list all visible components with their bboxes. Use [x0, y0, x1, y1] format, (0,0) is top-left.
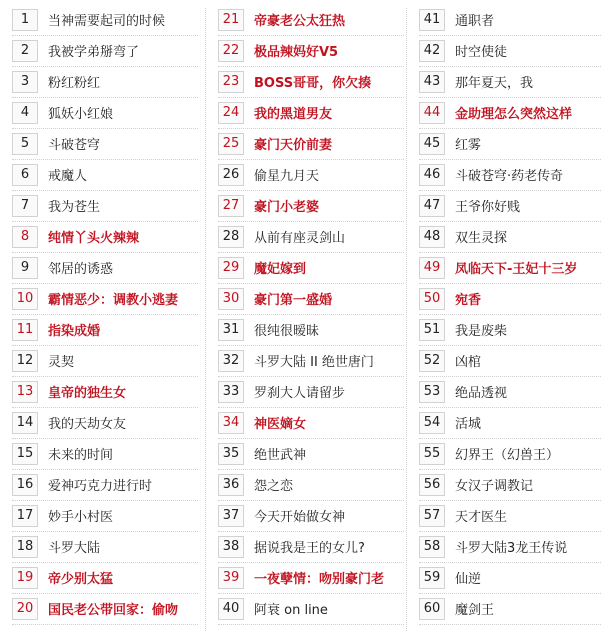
- rank-number: 32: [218, 350, 244, 372]
- rank-number: 60: [419, 598, 445, 620]
- rank-number: 57: [419, 505, 445, 527]
- rank-number: 42: [419, 40, 445, 62]
- rank-number: 34: [218, 412, 244, 434]
- item-title[interactable]: 我是废柴: [455, 324, 508, 339]
- list-item[interactable]: [12, 314, 198, 345]
- rank-number: 20: [12, 598, 38, 620]
- item-title[interactable]: 宛香: [455, 293, 482, 308]
- rank-number: 52: [419, 350, 445, 372]
- item-title[interactable]: 帝少别太猛: [48, 572, 114, 587]
- item-title[interactable]: 豪门第一盛婚: [254, 293, 333, 308]
- rank-number: 31: [218, 319, 244, 341]
- list-item[interactable]: [419, 190, 601, 221]
- item-title[interactable]: 罗刹大人请留步: [254, 386, 346, 401]
- rank-number: 43: [419, 71, 445, 93]
- rank-number: 58: [419, 536, 445, 558]
- list-item[interactable]: [218, 500, 404, 531]
- list-item[interactable]: [419, 66, 601, 97]
- rank-number: 38: [218, 536, 244, 558]
- list-item[interactable]: [419, 376, 601, 407]
- item-title[interactable]: 红雾: [455, 138, 482, 153]
- item-title[interactable]: 帝豪老公太狂热: [254, 14, 346, 29]
- item-title[interactable]: 魔剑王: [455, 603, 495, 618]
- list-item[interactable]: [218, 345, 404, 376]
- rank-number: 37: [218, 505, 244, 527]
- list-item[interactable]: [218, 283, 404, 314]
- item-title[interactable]: 我的黑道男友: [254, 107, 333, 122]
- item-title[interactable]: 王爷你好贱: [455, 200, 521, 215]
- item-title[interactable]: 时空使徒: [455, 45, 508, 60]
- column-divider: [205, 8, 206, 631]
- item-title[interactable]: 纯情丫头火辣辣: [48, 231, 140, 246]
- rank-number: 21: [218, 9, 244, 31]
- list-item[interactable]: [218, 66, 404, 97]
- list-item[interactable]: [218, 562, 404, 593]
- list-item[interactable]: [12, 345, 198, 376]
- item-title[interactable]: 妙手小村医: [48, 510, 114, 525]
- list-item[interactable]: [419, 159, 601, 190]
- item-title[interactable]: 天才医生: [455, 510, 508, 525]
- rank-number: 15: [12, 443, 38, 465]
- list-item[interactable]: [419, 531, 601, 562]
- list-item[interactable]: [12, 593, 198, 624]
- rank-number: 45: [419, 133, 445, 155]
- list-item[interactable]: [419, 314, 601, 345]
- item-title[interactable]: 今天开始做女神: [254, 510, 346, 525]
- item-title[interactable]: 斗罗大陆: [48, 541, 101, 556]
- column-divider: [406, 8, 407, 631]
- list-item[interactable]: [12, 531, 198, 562]
- item-title[interactable]: 邻居的诱惑: [48, 262, 114, 277]
- rank-number: 19: [12, 567, 38, 589]
- item-title[interactable]: 我的天劫女友: [48, 417, 127, 432]
- rank-number: 25: [218, 133, 244, 155]
- rank-number: 26: [218, 164, 244, 186]
- item-title[interactable]: 仙逆: [455, 572, 482, 587]
- list-item[interactable]: [419, 469, 601, 500]
- list-item[interactable]: [419, 345, 601, 376]
- item-title[interactable]: 女汉子调教记: [455, 479, 534, 494]
- list-item[interactable]: [218, 469, 404, 500]
- rank-number: 1: [12, 9, 38, 31]
- rank-number: 27: [218, 195, 244, 217]
- rank-number: 14: [12, 412, 38, 434]
- list-item[interactable]: [218, 593, 404, 624]
- list-item[interactable]: [218, 159, 404, 190]
- item-title[interactable]: BOSS哥哥，你欠揍: [254, 76, 372, 91]
- rank-number: 47: [419, 195, 445, 217]
- list-item[interactable]: [419, 500, 601, 531]
- rank-number: 48: [419, 226, 445, 248]
- rank-number: 13: [12, 381, 38, 403]
- list-item[interactable]: [218, 252, 404, 283]
- rank-number: 16: [12, 474, 38, 496]
- item-title[interactable]: 灵契: [48, 355, 75, 370]
- rank-number: 55: [419, 443, 445, 465]
- list-item[interactable]: [218, 376, 404, 407]
- rank-number: 54: [419, 412, 445, 434]
- list-item[interactable]: [12, 500, 198, 531]
- list-item[interactable]: [218, 221, 404, 252]
- rank-number: 59: [419, 567, 445, 589]
- item-title[interactable]: 凤临天下-王妃十三岁: [455, 262, 578, 277]
- item-title[interactable]: 指染成婚: [48, 324, 101, 339]
- list-item[interactable]: [12, 66, 198, 97]
- list-item[interactable]: [218, 314, 404, 345]
- item-title[interactable]: 神医嫡女: [254, 417, 307, 432]
- item-title[interactable]: 通职者: [455, 14, 495, 29]
- list-item[interactable]: [12, 562, 198, 593]
- rank-number: 33: [218, 381, 244, 403]
- list-item[interactable]: [12, 252, 198, 283]
- item-title[interactable]: 偷星九月天: [254, 169, 320, 184]
- item-title[interactable]: 一夜孽情：吻别豪门老: [254, 572, 385, 587]
- item-title[interactable]: 霸情恶少：调教小逃妻: [48, 293, 179, 308]
- list-item[interactable]: [218, 35, 404, 66]
- list-item[interactable]: [12, 438, 198, 469]
- rank-number: 53: [419, 381, 445, 403]
- item-title[interactable]: 据说我是王的女儿?: [254, 541, 365, 556]
- item-title[interactable]: 绝品透视: [455, 386, 508, 401]
- list-item[interactable]: [419, 4, 601, 35]
- list-item[interactable]: [12, 4, 198, 35]
- rank-number: 35: [218, 443, 244, 465]
- item-title[interactable]: 当神需要起司的时候: [48, 14, 166, 29]
- item-title[interactable]: 斗罗大陆3龙王传说: [455, 541, 568, 556]
- item-title[interactable]: 双生灵探: [455, 231, 508, 246]
- list-item[interactable]: [419, 407, 601, 438]
- list-item[interactable]: [419, 35, 601, 66]
- rank-number: 46: [419, 164, 445, 186]
- list-item[interactable]: [419, 438, 601, 469]
- rank-number: 29: [218, 257, 244, 279]
- item-title[interactable]: 幻界王（幻兽王）: [455, 448, 560, 463]
- rank-number: 23: [218, 71, 244, 93]
- rank-number: 56: [419, 474, 445, 496]
- rank-number: 36: [218, 474, 244, 496]
- list-item[interactable]: [12, 407, 198, 438]
- item-title[interactable]: 皇帝的独生女: [48, 386, 127, 401]
- rank-number: 3: [12, 71, 38, 93]
- item-title[interactable]: 绝世武神: [254, 448, 307, 463]
- item-title[interactable]: 魔妃嫁到: [254, 262, 307, 277]
- item-title[interactable]: 活城: [455, 417, 482, 432]
- rank-number: 5: [12, 133, 38, 155]
- item-title[interactable]: 戒魔人: [48, 169, 88, 184]
- item-title[interactable]: 很纯很暧昧: [254, 324, 320, 339]
- rank-number: 44: [419, 102, 445, 124]
- item-title[interactable]: 凶棺: [455, 355, 482, 370]
- rank-number: 39: [218, 567, 244, 589]
- list-item[interactable]: [419, 562, 601, 593]
- list-item[interactable]: [12, 35, 198, 66]
- list-item[interactable]: [12, 159, 198, 190]
- item-title[interactable]: 我被学弟掰弯了: [48, 45, 140, 60]
- list-item[interactable]: [419, 283, 601, 314]
- rank-number: 41: [419, 9, 445, 31]
- rank-number: 6: [12, 164, 38, 186]
- rank-number: 49: [419, 257, 445, 279]
- list-item[interactable]: [419, 97, 601, 128]
- rank-number: 10: [12, 288, 38, 310]
- list-item[interactable]: [419, 593, 601, 624]
- item-title[interactable]: 斗破苍穹: [48, 138, 101, 153]
- rank-number: 18: [12, 536, 38, 558]
- item-title[interactable]: 怨之恋: [254, 479, 294, 494]
- rank-number: 9: [12, 257, 38, 279]
- item-title[interactable]: 金助理怎么突然这样: [455, 107, 573, 122]
- list-item[interactable]: [218, 128, 404, 159]
- item-title[interactable]: 国民老公带回家：偷吻: [48, 603, 179, 618]
- rank-number: 30: [218, 288, 244, 310]
- rank-number: 24: [218, 102, 244, 124]
- rank-number: 11: [12, 319, 38, 341]
- list-item[interactable]: [218, 407, 404, 438]
- list-item[interactable]: [12, 128, 198, 159]
- rank-number: 7: [12, 195, 38, 217]
- rank-number: 22: [218, 40, 244, 62]
- rank-number: 40: [218, 598, 244, 620]
- list-item[interactable]: [12, 283, 198, 314]
- rank-number: 28: [218, 226, 244, 248]
- list-item[interactable]: [419, 128, 601, 159]
- item-title[interactable]: 我为苍生: [48, 200, 101, 215]
- list-item[interactable]: [218, 531, 404, 562]
- rank-number: 12: [12, 350, 38, 372]
- list-item[interactable]: [419, 252, 601, 283]
- rank-number: 51: [419, 319, 445, 341]
- item-title[interactable]: 未来的时间: [48, 448, 114, 463]
- item-title[interactable]: 阿衰 on line: [254, 603, 328, 618]
- item-title[interactable]: 豪门小老婆: [254, 200, 320, 215]
- list-item[interactable]: [12, 376, 198, 407]
- item-title[interactable]: 从前有座灵剑山: [254, 231, 346, 246]
- list-item[interactable]: [12, 221, 198, 252]
- list-item[interactable]: [419, 221, 601, 252]
- rank-number: 50: [419, 288, 445, 310]
- rank-number: 8: [12, 226, 38, 248]
- item-title[interactable]: 爱神巧克力进行时: [48, 479, 153, 494]
- list-item[interactable]: [218, 4, 404, 35]
- rank-number: 17: [12, 505, 38, 527]
- list-item[interactable]: [218, 190, 404, 221]
- item-title[interactable]: 豪门天价前妻: [254, 138, 333, 153]
- rank-number: 2: [12, 40, 38, 62]
- item-title[interactable]: 那年夏天，我: [455, 76, 534, 91]
- item-title[interactable]: 狐妖小红娘: [48, 107, 114, 122]
- item-title[interactable]: 斗破苍穹·药老传奇: [455, 169, 564, 184]
- list-item[interactable]: [12, 97, 198, 128]
- item-title[interactable]: 斗罗大陆 II 绝世唐门: [254, 355, 374, 370]
- list-item[interactable]: [218, 438, 404, 469]
- list-item[interactable]: [218, 97, 404, 128]
- item-title[interactable]: 极品辣妈好V5: [254, 45, 339, 60]
- list-item[interactable]: [12, 190, 198, 221]
- list-item[interactable]: [12, 469, 198, 500]
- rank-number: 4: [12, 102, 38, 124]
- item-title[interactable]: 粉红粉红: [48, 76, 101, 91]
